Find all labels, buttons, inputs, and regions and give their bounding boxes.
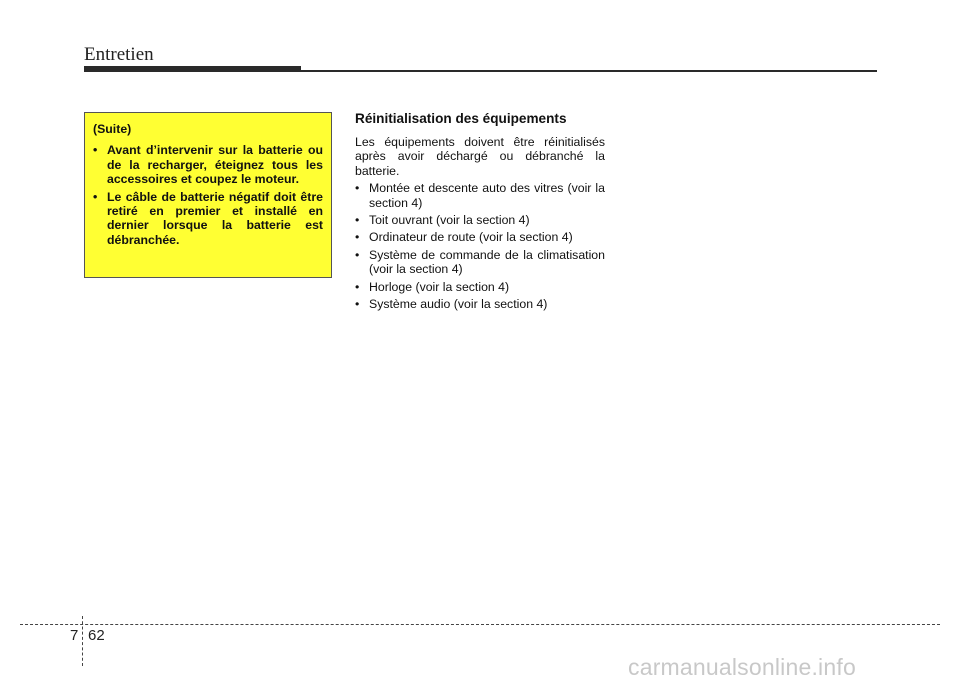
page-header-title: Entretien (84, 44, 154, 65)
bullet-icon: • (355, 213, 360, 228)
warning-item (93, 143, 323, 186)
section-heading: Réinitialisation des équipements (355, 111, 567, 126)
bullet-icon: • (355, 279, 360, 294)
warning-item (93, 190, 323, 248)
bullet-icon: • (93, 189, 98, 204)
warning-item-text: Avant d’intervenir sur la batterie ou de la recharger, éteignez tous les accessoires et coupez le moteur. (107, 143, 323, 187)
section-intro: Les équipements doivent être réinitialisés après avoir déchargé ou débranché la batterie. (355, 135, 605, 178)
list-item-text: Horloge (voir la section 4) (369, 279, 510, 294)
bullet-icon: • (355, 297, 360, 312)
list-item (355, 248, 605, 277)
list-item (355, 297, 605, 311)
warning-item-text: Le câble de batterie négatif doit être retiré en premier et installé en dernier lorsque la batterie est débranchée. (107, 189, 323, 247)
footer-divider (82, 616, 83, 666)
bullet-icon: • (355, 230, 360, 245)
reset-section (355, 111, 605, 311)
bullet-icon: • (355, 181, 360, 196)
list-item (355, 181, 605, 210)
bullet-icon: • (93, 143, 98, 158)
section-list (355, 181, 605, 311)
bullet-icon: • (355, 247, 360, 262)
watermark-text: carmanualsonline.info (628, 654, 856, 680)
warning-box (84, 112, 332, 278)
list-item (355, 213, 605, 227)
list-item-text: Toit ouvrant (voir la section 4) (369, 213, 530, 228)
header-rule-thick (84, 66, 301, 72)
footer-rule (20, 624, 940, 625)
header-rule-thin (301, 70, 877, 72)
list-item-text: Montée et descente auto des vitres (voir la section 4) (369, 181, 605, 210)
list-item-text: Ordinateur de route (voir la section 4) (369, 230, 573, 245)
list-item (355, 230, 605, 244)
warning-list (93, 143, 323, 247)
chapter-number: 7 (70, 627, 79, 644)
list-item-text: Système audio (voir la section 4) (369, 297, 548, 312)
list-item-text: Système de commande de la climatisation (voir la section 4) (369, 247, 605, 277)
warning-suite-label: (Suite) (93, 122, 132, 136)
list-item (355, 280, 605, 294)
page-number: 62 (88, 627, 105, 644)
